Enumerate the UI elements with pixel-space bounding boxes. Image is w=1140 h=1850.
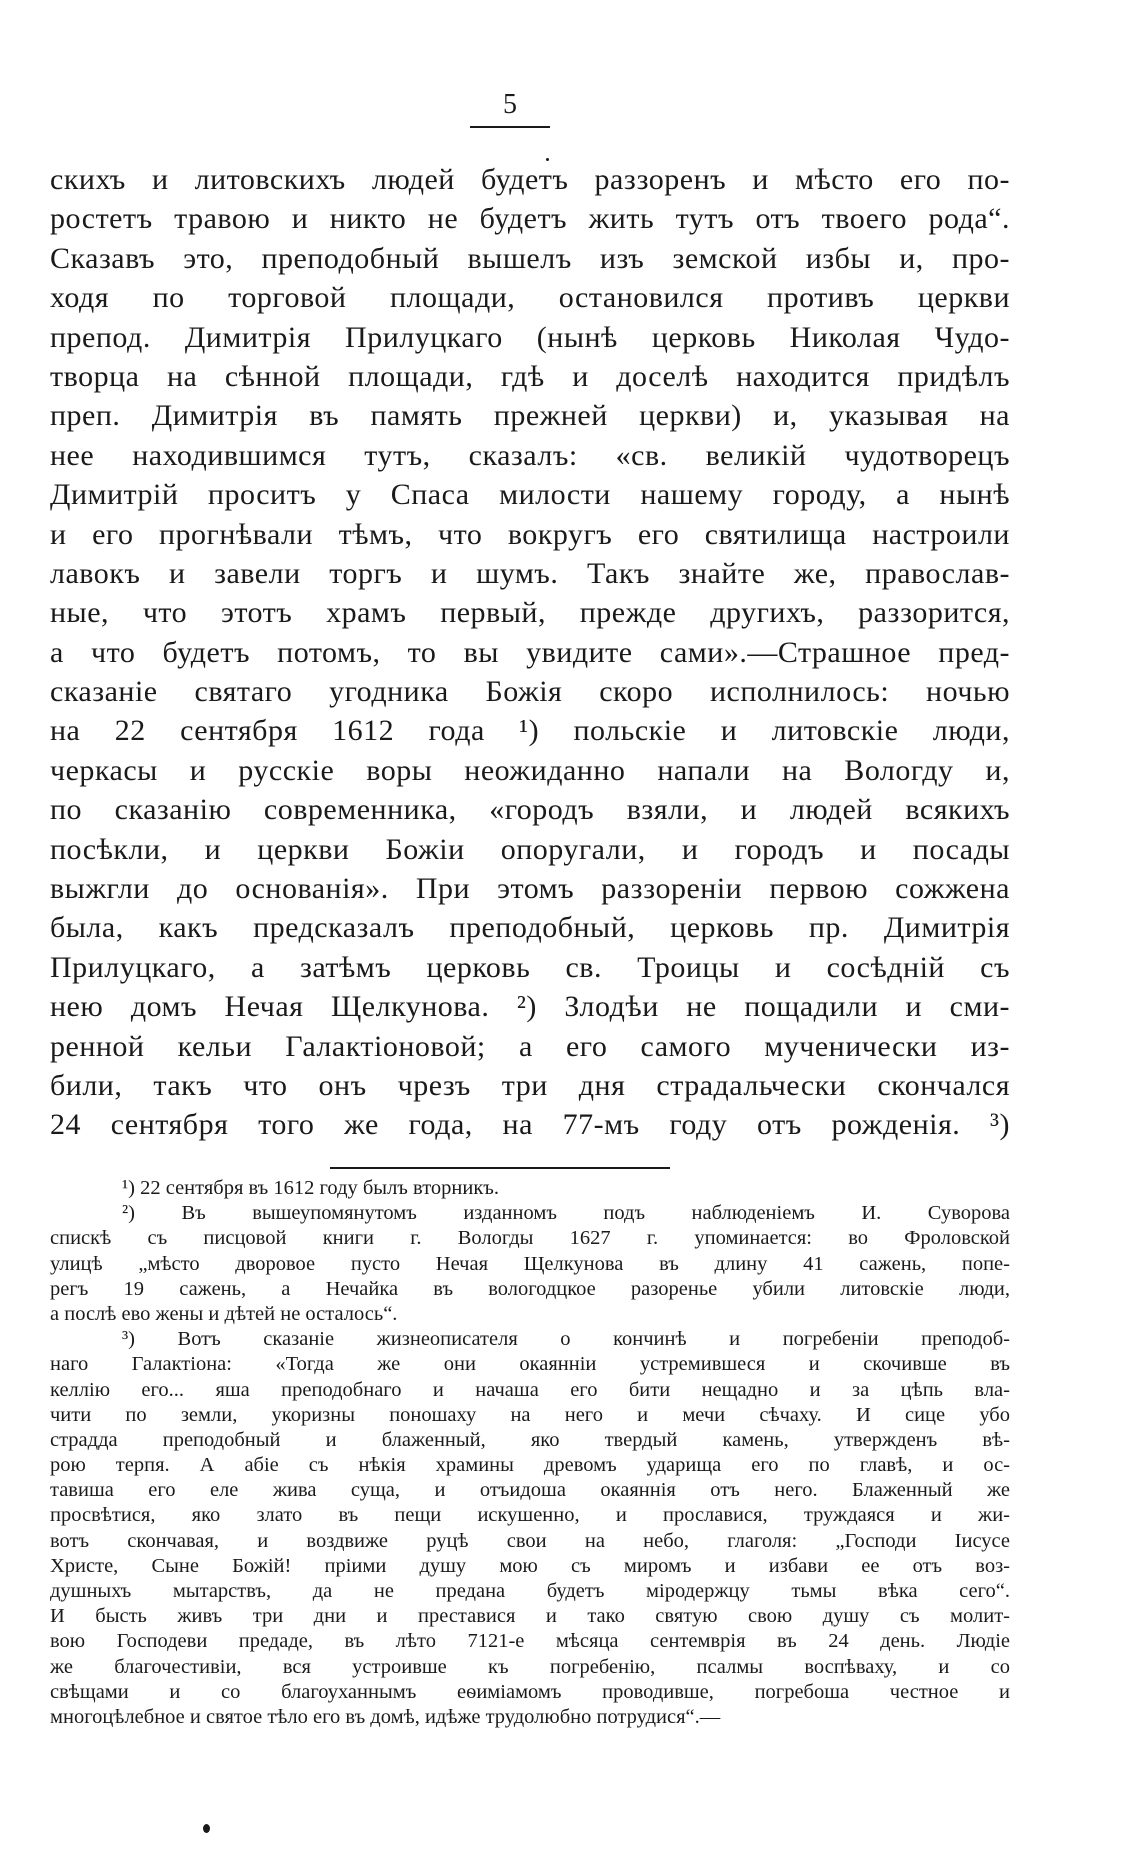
text-line: ные, что этотъ храмъ первый, прежде другихъ, раззорится, [50,596,1010,630]
text-line: 24 сентября того же года, на 77-мъ году отъ рожденія. ³) [50,1108,1010,1142]
text-line: нее находившимся тутъ, сказалъ: «св. великій чудотворецъ [50,438,1010,472]
text-line: ростетъ травою и никто не будетъ жить тутъ отъ твоего рода“. [50,202,1010,236]
footnote-line: же благочестивіи, вся устроивше къ погребенію, псалмы воспѣваху, и со [50,1655,1010,1678]
footnote-rule [330,1167,670,1169]
text-line: били, такъ что онъ чрезъ три дня страдальчески скончался [50,1068,1010,1102]
text-line: препод. Димитрія Прилуцкаго (нынѣ церковь Николая Чудо- [50,320,1010,354]
text-line: а что будетъ потомъ, то вы увидите сами».—Страшное пред- [50,635,1010,669]
footnote-line: тавиша его еле жива суща, и отъидоша окаяннія отъ него. Блаженный же [50,1479,1010,1502]
footnote-line: ¹) 22 сентября въ 1612 году былъ вторникъ. [122,1177,500,1199]
text-line: была, какъ предсказалъ преподобный, церковь пр. Димитрія [50,911,1010,945]
text-line: посѣкли, и церкви Божіи опоругали, и городъ и посады [50,832,1010,866]
footnotes [50,1176,1010,1730]
footnote-3 [50,1327,1010,1730]
ink-speck [546,158,549,161]
text-line: ренной кельи Галактіоновой; а его самого мученически из- [50,1029,1010,1063]
footnote-1 [50,1176,1010,1201]
page-number: 5 [470,88,550,128]
footnote-line: рою терпя. А абіе съ нѣкія храмины древомъ ударища его по главѣ, и ос- [50,1454,1010,1477]
footnote-line: улицѣ „мѣсто дворовое пусто Нечая Щелкунова въ длину 41 сажень, попе- [50,1252,1010,1275]
text-line: Димитрій проситъ у Спаса милости нашему городу, а нынѣ [50,478,1010,512]
footnote-line: страдда преподобный и блаженный, яко твердый камень, утвержденъ вѣ- [50,1428,1010,1451]
footnote-line: ²) Въ вышеупомянутомъ изданномъ подъ наблюденіемъ И. Суворова [122,1202,1010,1225]
footnote-line: регъ 19 сажень, а Нечайка въ вологодцкое разоренье убили литовскіе люди, [50,1277,1010,1300]
footnote-line: келлію его... яша преподобнаго и начаша его бити нещадно и за цѣпь вла- [50,1378,1010,1401]
text-line: выжгли до основанія». При этомъ раззореніи первою сожжена [50,872,1010,906]
text-line: черкасы и русскіе воры неожиданно напали на Вологду и, [50,753,1010,787]
footnote-line: просвѣтися, яко злато въ пещи искушенно, и прославися, труждаяся и жи- [50,1504,1010,1527]
main-text [50,160,1010,1145]
footnote-line: многоцѣлебное и святое тѣло его въ домѣ, идѣже трудолюбно потрудися“.— [50,1705,721,1728]
footnote-line: ³) Вотъ сказаніе жизнеописателя о кончинѣ и погребеніи преподоб- [122,1328,1010,1351]
footnote-line: наго Галактіона: «Тогда же они окаянніи устремившеся и скочивше въ [50,1353,1010,1376]
footnote-line: чити по земли, укоризны поношаху на него и мечи сѣчаху. И сице убо [50,1403,1010,1426]
footnote-line: вотъ скончавая, и воздвиже руцѣ свои на небо, глаголя: „Господи Іисусе [50,1529,1010,1552]
text-line: и его прогнѣвали тѣмъ, что вокругъ его святилища настроили [50,517,1010,551]
text-line: по сказанію современника, «городъ взяли, и людей всякихъ [50,793,1010,827]
footnote-line: вою Господеви предаде, въ лѣто 7121-е мѣсяца сентемврія въ 24 день. Людіе [50,1630,1010,1653]
text-line: сказаніе святаго угодника Божія скоро исполнилось: ночью [50,675,1010,709]
text-line: скихъ и литовскихъ людей будетъ раззоренъ и мѣсто его по- [50,163,1010,196]
text-line: на 22 сентября 1612 года ¹) польскіе и литовскіе люди, [50,714,1010,748]
text-line: преп. Димитрія въ память прежней церкви) и, указывая на [50,399,1010,433]
footnote-line: свѣщами и со благоуханнымъ еѳиміамомъ проводивше, погребоша честное и [50,1680,1010,1703]
footnote-line: И бысть живъ три дни и преставися и тако святую свою душу съ молит- [50,1605,1010,1628]
footnote-line: а послѣ ево жены и дѣтей не осталось“. [50,1302,398,1325]
text-line: лавокъ и завели торгъ и шумъ. Такъ знайте же, православ- [50,556,1010,590]
footnote-2 [50,1201,1010,1327]
text-line: творца на сѣнной площади, гдѣ и доселѣ находится придѣлъ [50,359,1010,393]
footnote-line: Христе, Сыне Божій! пріими душу мою съ миромъ и избави ее отъ воз- [50,1554,1010,1577]
text-line: ходя по торговой площади, остановился противъ церкви [50,281,1010,315]
footnote-line: душныхъ мытарствъ, да не предана будетъ міродержцу тьмы вѣка сего“. [50,1580,1010,1602]
ink-speck [203,1824,210,1833]
text-line: Прилуцкаго, а затѣмъ церковь св. Троицы и сосѣдній съ [50,950,1010,984]
footnote-line: спискѣ съ писцовой книги г. Вологды 1627 г. упоминается: во Фроловской [50,1227,1010,1250]
text-line: Сказавъ это, преподобный вышелъ изъ земской избы и, про- [50,241,1010,275]
text-line: нею домъ Нечая Щелкунова. ²) Злодѣи не пощадили и сми- [50,990,1010,1024]
